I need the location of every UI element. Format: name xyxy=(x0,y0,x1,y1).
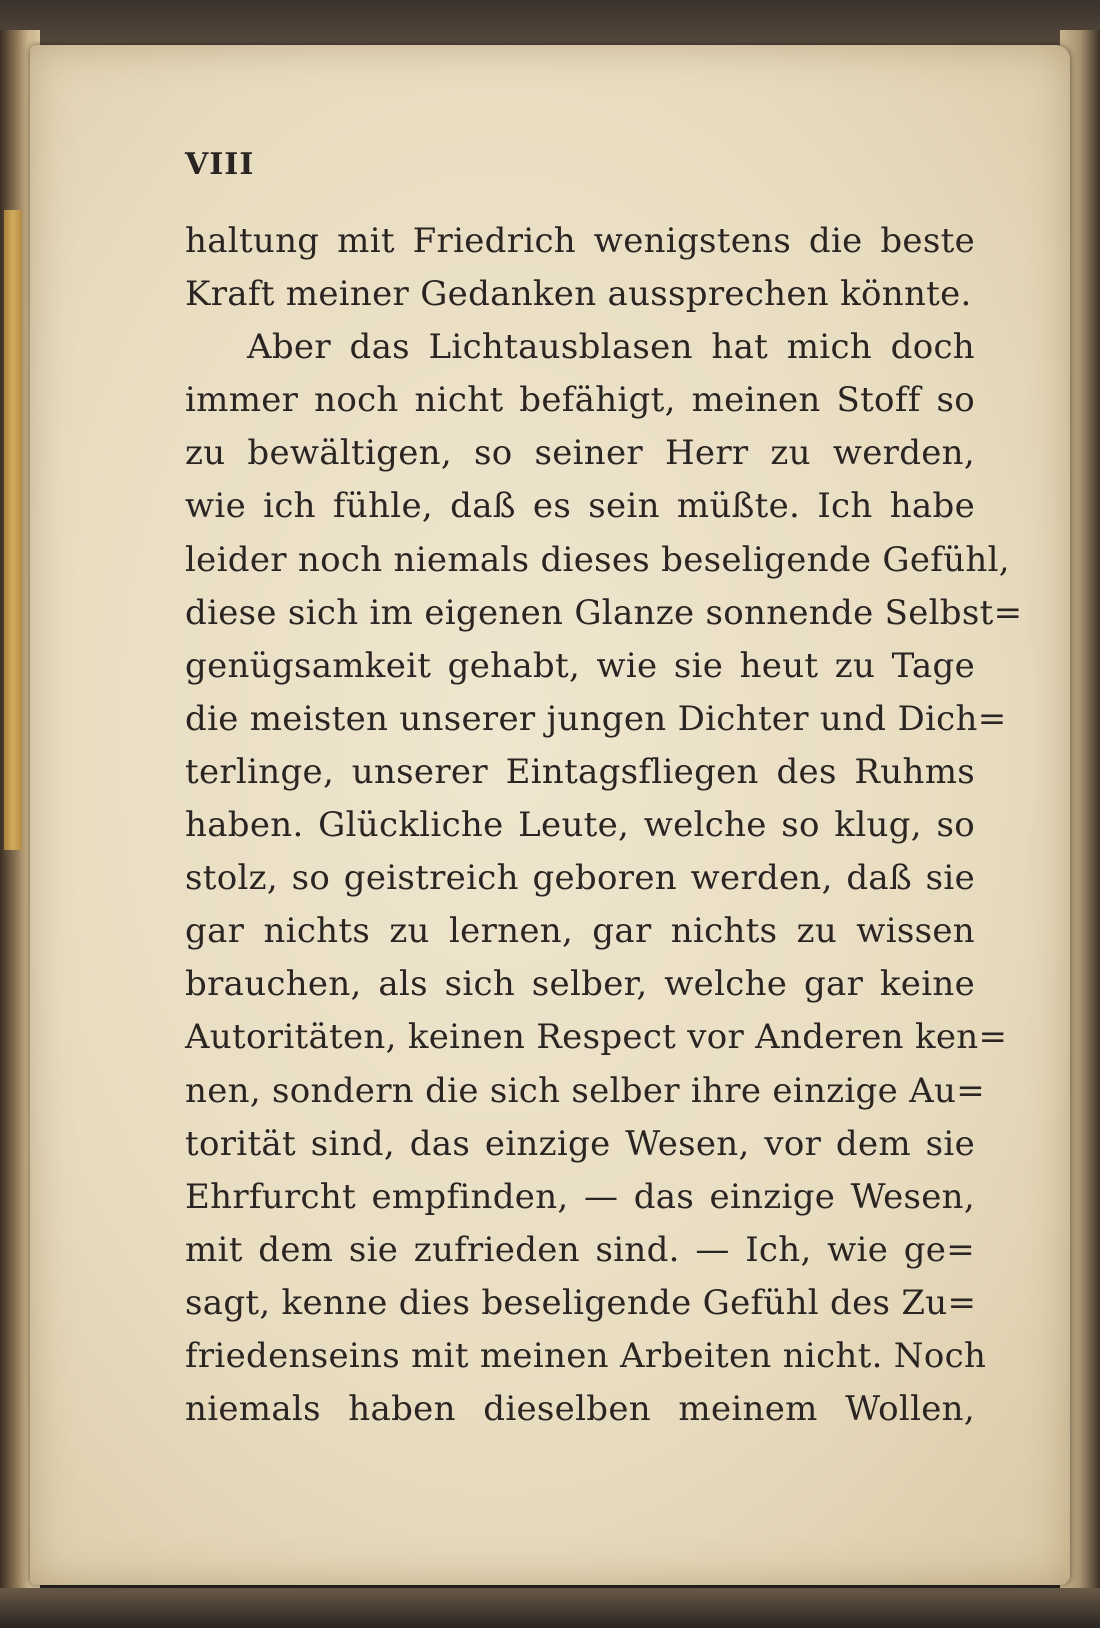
book-page xyxy=(30,45,1070,1585)
text-line: Autoritäten, keinen Respect vor Anderen ken= xyxy=(185,1017,1008,1058)
text-line: genügsamkeit gehabt, wie sie heut zu Tage xyxy=(185,645,975,686)
text-line: diese sich im eigenen Glanze sonnende Selbst= xyxy=(185,592,1023,633)
text-line: Kraft meiner Gedanken aussprechen könnte. xyxy=(185,274,972,315)
text-line: nen, sondern die sich selber ihre einzige Au= xyxy=(185,1070,985,1111)
book-cover-top-edge xyxy=(0,0,1100,50)
text-line: friedenseins mit meinen Arbeiten nicht. Noch xyxy=(185,1335,987,1376)
text-line: wie ich fühle, daß es sein müßte. Ich habe xyxy=(185,486,975,527)
book-cover-bottom-edge xyxy=(0,1588,1100,1628)
page-number: VIII xyxy=(185,147,255,182)
text-line: leider noch niemals dieses beseligende Gefühl, xyxy=(185,539,1010,580)
text-line: Aber das Lichtausblasen hat mich doch xyxy=(247,327,975,368)
text-line: immer noch nicht befähigt, meinen Stoff so xyxy=(185,380,975,421)
text-line: stolz, so geistreich geboren werden, daß sie xyxy=(185,858,975,899)
text-line: torität sind, das einzige Wesen, vor dem sie xyxy=(185,1123,975,1164)
text-line: zu bewältigen, so seiner Herr zu werden, xyxy=(185,433,975,474)
text-line: sagt, kenne dies beseligende Gefühl des Zu= xyxy=(185,1282,977,1323)
text-line: Ehrfurcht empfinden, — das einzige Wesen, xyxy=(185,1176,975,1217)
text-line: die meisten unserer jungen Dichter und Dich= xyxy=(185,698,1007,739)
text-line: gar nichts zu lernen, gar nichts zu wissen xyxy=(185,911,975,952)
gilt-edge xyxy=(4,210,22,850)
text-line: haben. Glückliche Leute, welche so klug, so xyxy=(185,805,975,846)
text-line: haltung mit Friedrich wenigstens die beste xyxy=(185,221,975,261)
text-line: brauchen, als sich selber, welche gar keine xyxy=(185,964,975,1005)
text-line: niemals haben dieselben meinem Wollen, xyxy=(185,1389,975,1430)
text-line: terlinge, unserer Eintagsfliegen des Ruhms xyxy=(185,751,975,792)
text-line: mit dem sie zufrieden sind. — Ich, wie ge= xyxy=(185,1229,975,1270)
body-text xyxy=(185,215,1023,1436)
